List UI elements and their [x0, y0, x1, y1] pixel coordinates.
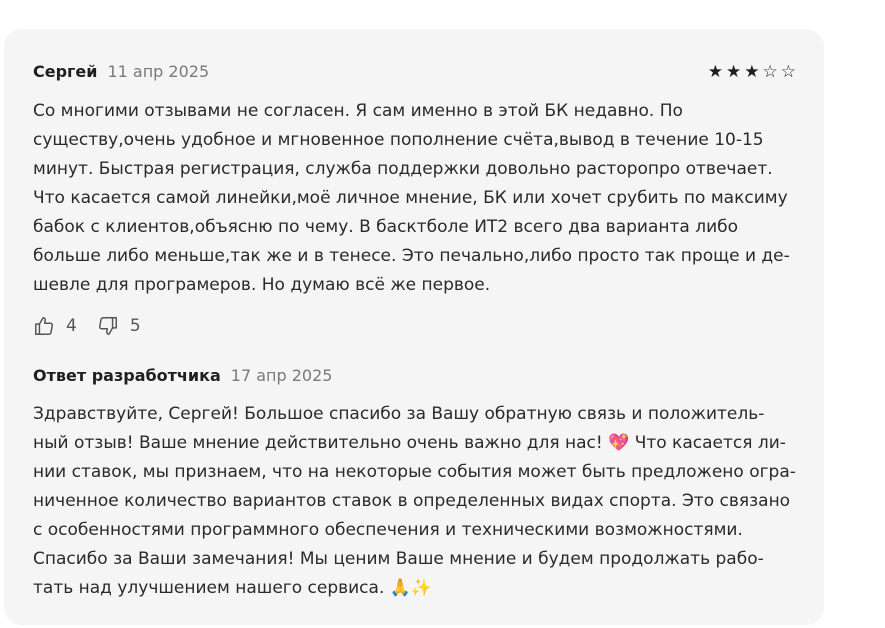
star-filled-icon: ★: [707, 62, 723, 82]
developer-reply-header: [33, 366, 332, 388]
review-text: Со многими отзывами не согласен. Я сам именно в этой БК недавно. По существу,очень удобное и мгновенное пополнение счёта,вывод в течение 10-15 минут. Быстрая регистрация, служба поддержки довольно расторопро отвечает. Что касается самой линейки,моё личное мнение, БК или хочет срубить по максиму бабок с клиентов,объясню по чему. В басктболе ИТ2 всего два варианта либо больше либо меньше,так же и в тенесе. Это печально,либо просто так проще и де- шевле для програмеров. Но думаю всё же первое.: [33, 101, 790, 295]
developer-reply-label: Ответ разработчика: [33, 366, 221, 385]
developer-reply-date: 17 апр 2025: [230, 366, 333, 385]
star-rating: [708, 62, 796, 82]
dislike-count: 5: [129, 316, 141, 336]
star-empty-icon: ☆: [780, 62, 796, 82]
star-filled-icon: ★: [726, 62, 742, 82]
star-filled-icon: ★: [744, 62, 760, 82]
review-card: [4, 29, 824, 625]
review-header: [33, 62, 209, 84]
thumbs-up-icon: [33, 315, 55, 337]
like-button[interactable]: [33, 315, 77, 337]
review-date: 11 апр 2025: [107, 62, 210, 81]
like-count: 4: [66, 316, 77, 336]
review-votes: [33, 312, 161, 340]
review-author: Сергей: [33, 62, 98, 81]
thumbs-down-icon: [97, 315, 119, 337]
star-empty-icon: ☆: [762, 62, 778, 82]
developer-reply-text: Здравствуйте, Сергей! Большое спасибо за Вашу обратную связь и положитель- ный отзыв! Ваше мнение действительно очень важно для нас! 💖 Что касается ли- нии ставок, мы признаем, что на некоторые события может быть предложено огра- ниченное количество вариантов ставок в определенных видах спорта. Это связано с особенностями программного обеспечения и техническими возможностями. Спасибо за Ваши замечания! Мы ценим Ваше мнение и будем продолжать рабо- тать над улучшением нашего сервиса. 🙏✨: [33, 404, 796, 598]
dislike-button[interactable]: [97, 315, 141, 337]
